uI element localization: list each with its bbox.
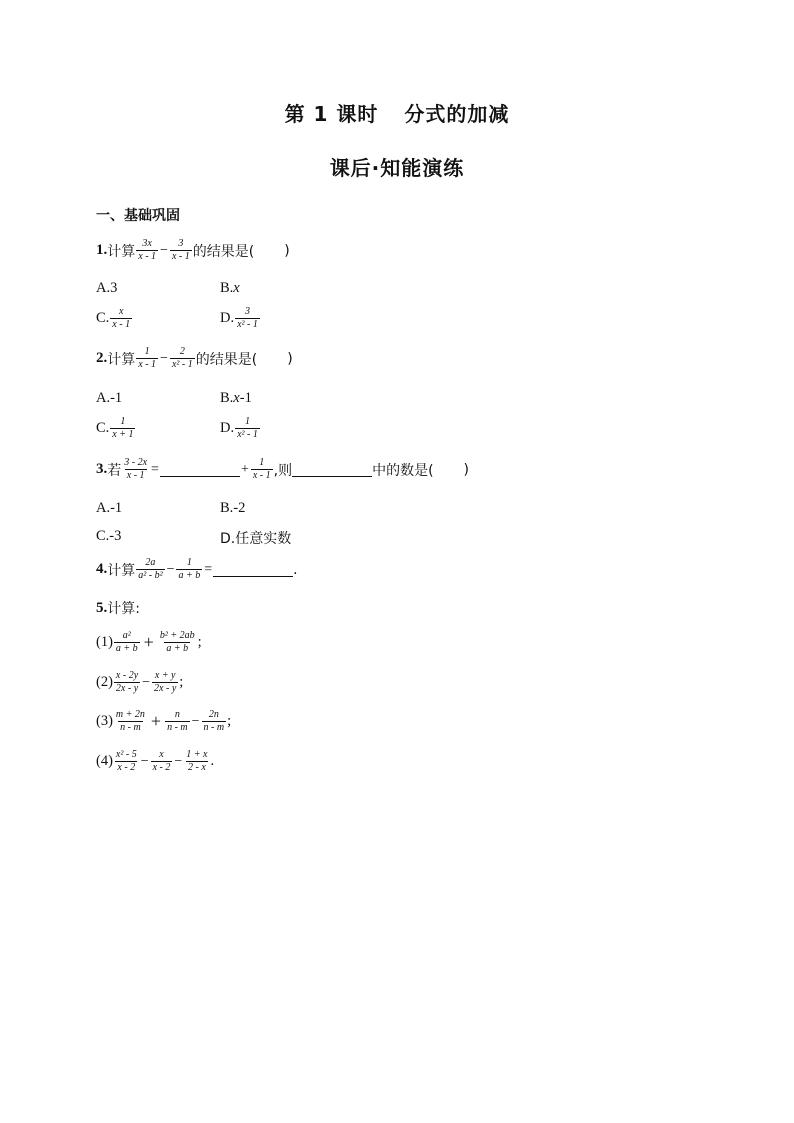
page-subtitle: 课后·知能演练 xyxy=(329,156,465,180)
question-lead: 若 xyxy=(107,462,122,479)
minus-sign: − xyxy=(160,350,168,366)
question-2 xyxy=(96,346,293,371)
option-b: B. x xyxy=(220,280,240,296)
period: . xyxy=(293,561,298,578)
question-number: 3. xyxy=(96,461,108,477)
question-number: 1. xyxy=(96,242,108,258)
lesson-number: 第 1 课时 xyxy=(284,102,379,126)
option-a: A.-1 xyxy=(96,390,123,406)
period: . xyxy=(210,753,215,769)
fraction: $\frac{3x}{x - 1}$ xyxy=(138,238,157,262)
question-number: 2. xyxy=(96,350,108,366)
plus-sign: + xyxy=(240,461,249,477)
semicolon: ; xyxy=(197,634,202,650)
minus-sign: − xyxy=(140,753,149,769)
fraction: $\frac{3 - 2x}{x - 1}$ xyxy=(124,457,148,481)
subproblem-3: (3) $\frac{m + 2n}{n - m}$ + $\frac{n}{n - m}$ − $\frac{2n}{n - m}$ ; xyxy=(96,709,232,733)
fraction: $\frac{2a}{\text{a² - b²}}$ xyxy=(138,557,163,581)
minus-sign: − xyxy=(160,242,168,258)
minus-sign: − xyxy=(191,713,200,729)
lesson-topic: 分式的加减 xyxy=(404,102,510,126)
fill-blank[interactable] xyxy=(292,462,372,477)
fraction: $\frac{1}{x - 1}$ xyxy=(252,457,271,481)
close-paren: ) xyxy=(284,242,290,259)
subproblem-label: (1) xyxy=(96,634,113,650)
option-d: D. $\frac{1}{\text{x² - 1}}$ xyxy=(220,416,258,440)
subproblem-4: (4) $\frac{\text{x² - 5}}{x - 2}$ − $\frac{x}{x - 2}$ − $\frac{1 + x}{2 - x}$ . xyxy=(96,749,215,773)
fraction: $\frac{3}{x - 1}$ xyxy=(171,238,190,262)
fill-blank[interactable] xyxy=(160,462,240,477)
option-c: C.-3 xyxy=(96,528,122,544)
question-number: 5. xyxy=(96,599,108,616)
question-tail: 中的数是( xyxy=(372,462,434,479)
semicolon: ; xyxy=(227,713,232,729)
question-5 xyxy=(96,598,140,618)
subproblem-1: (1) $\frac{\text{a²}}{a + b}$ + $\frac{\text{b² + 2ab}}{a + b}$ ; xyxy=(96,630,202,654)
equals-sign: = xyxy=(151,461,159,477)
close-paren: ) xyxy=(463,461,470,478)
minus-sign: − xyxy=(174,753,183,769)
question-1 xyxy=(96,238,290,263)
option-d: D.任意实数 xyxy=(220,531,292,547)
plus-sign: + xyxy=(150,711,162,731)
option-d: D. $\frac{3}{\text{x² - 1}}$ xyxy=(220,306,258,330)
option-a: A.3 xyxy=(96,280,118,296)
question-4 xyxy=(96,557,298,582)
plus-sign: + xyxy=(143,632,154,652)
question-lead: 计算 xyxy=(107,351,136,368)
section-heading: 一、基础巩固 xyxy=(96,208,180,224)
option-b: B.-2 xyxy=(220,500,246,516)
option-b: B. x -1 xyxy=(220,390,252,406)
question-number: 4. xyxy=(96,561,108,577)
option-c: C. $\frac{1}{x + 1}$ xyxy=(96,416,134,440)
semicolon: ; xyxy=(179,674,184,690)
fill-blank[interactable] xyxy=(213,562,293,577)
question-tail: 的结果是( xyxy=(195,351,258,368)
subproblem-label: (2) xyxy=(96,674,113,690)
question-3 xyxy=(96,457,469,482)
question-tail: 的结果是( xyxy=(192,243,255,260)
lesson-title xyxy=(0,98,794,127)
minus-sign: − xyxy=(142,674,151,690)
option-a: A.-1 xyxy=(96,500,123,516)
question-mid: ,则 xyxy=(273,462,293,479)
question-lead: 计算: xyxy=(107,601,140,617)
minus-sign: − xyxy=(166,561,175,577)
equals-sign: = xyxy=(204,561,213,577)
subproblem-label: (4) xyxy=(96,753,113,769)
fraction: $\frac{1}{x - 1}$ xyxy=(138,346,157,370)
fraction: $\frac{1}{a + b}$ xyxy=(178,557,201,581)
option-c: C. $\frac{x}{x - 1}$ xyxy=(96,306,131,330)
fraction: $\frac{2}{\text{x² - 1}}$ xyxy=(171,346,193,370)
subproblem-label: (3) xyxy=(96,713,113,729)
close-paren: ) xyxy=(287,350,293,367)
subproblem-2: (2) $\frac{x - 2y}{2x - y}$ − $\frac{x + y}{2x - y}$ ; xyxy=(96,670,184,694)
question-lead: 计算 xyxy=(107,562,136,579)
question-lead: 计算 xyxy=(107,243,136,260)
